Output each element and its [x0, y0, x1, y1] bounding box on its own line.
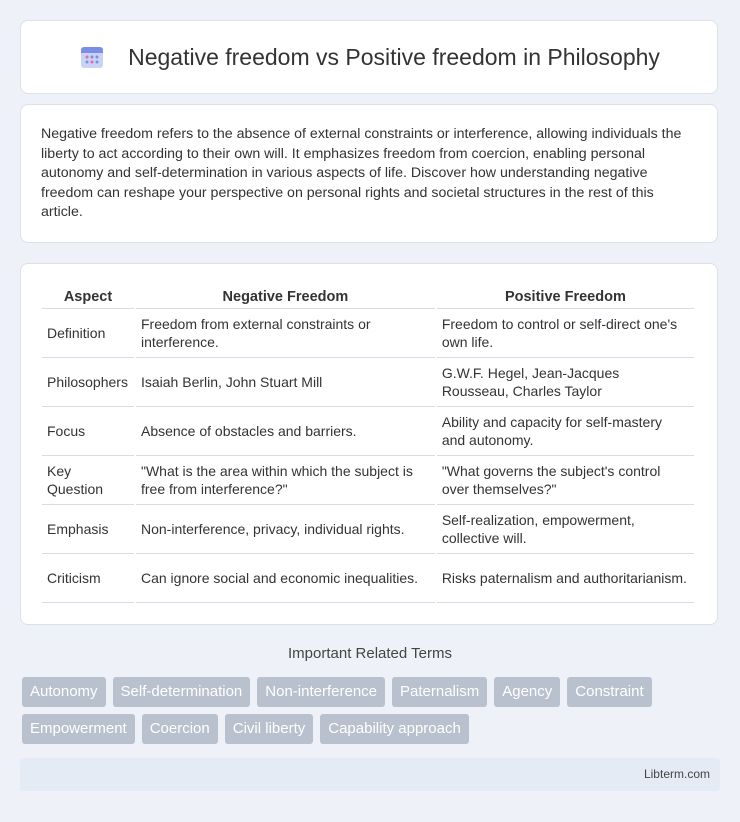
- table-row: [42, 407, 694, 456]
- tag-coercion[interactable]: Coercion: [142, 714, 218, 744]
- tag-civil-liberty[interactable]: Civil liberty: [225, 714, 314, 744]
- table-row: [42, 554, 694, 603]
- page-title: Negative freedom vs Positive freedom in Philosophy: [128, 43, 660, 70]
- cell-positive: Ability and capacity for self-mastery and autonomy.: [437, 407, 694, 456]
- cell-positive: Freedom to control or self-direct one's own life.: [437, 309, 694, 358]
- intro-text: Negative freedom refers to the absence of external constraints or interference, allowing individuals the liberty to act according to their own will. It emphasizes freedom from coercion, enabling personal autonomy and self-determination in various aspects of life. Discover how understanding negative freedom can reshape your perspective on personal rights and societal structures in the rest of this article.: [41, 126, 682, 221]
- calendar-grid-icon: [78, 43, 106, 71]
- tag-constraint[interactable]: Constraint: [567, 677, 651, 707]
- cell-aspect: Criticism: [42, 554, 134, 603]
- cell-aspect: Emphasis: [42, 505, 134, 554]
- tag-self-determination[interactable]: Self-determination: [113, 677, 251, 707]
- title-card: [20, 20, 718, 94]
- cell-aspect: Focus: [42, 407, 134, 456]
- tag-autonomy[interactable]: Autonomy: [22, 677, 106, 707]
- cell-negative: Freedom from external constraints or interference.: [136, 309, 435, 358]
- table-row: [42, 505, 694, 554]
- cell-positive: G.W.F. Hegel, Jean-Jacques Rousseau, Charles Taylor: [437, 358, 694, 407]
- table-header-row: [42, 284, 694, 309]
- related-terms-list: [22, 677, 722, 744]
- cell-positive: Self-realization, empowerment, collective will.: [437, 505, 694, 554]
- cell-negative: Can ignore social and economic inequalities.: [136, 554, 435, 603]
- cell-negative: Isaiah Berlin, John Stuart Mill: [136, 358, 435, 407]
- tag-paternalism[interactable]: Paternalism: [392, 677, 487, 707]
- tag-capability-approach[interactable]: Capability approach: [320, 714, 469, 744]
- cell-negative: Absence of obstacles and barriers.: [136, 407, 435, 456]
- intro-card: [20, 104, 718, 243]
- tag-non-interference[interactable]: Non-interference: [257, 677, 385, 707]
- table-row: [42, 456, 694, 505]
- comparison-table: [40, 284, 696, 603]
- tag-empowerment[interactable]: Empowerment: [22, 714, 135, 744]
- cell-aspect: Definition: [42, 309, 134, 358]
- header-negative: Negative Freedom: [136, 284, 435, 309]
- tag-agency[interactable]: Agency: [494, 677, 560, 707]
- cell-positive: "What governs the subject's control over themselves?": [437, 456, 694, 505]
- header-positive: Positive Freedom: [437, 284, 694, 309]
- cell-negative: "What is the area within which the subject is free from interference?": [136, 456, 435, 505]
- cell-aspect: Key Question: [42, 456, 134, 505]
- cell-aspect: Philosophers: [42, 358, 134, 407]
- related-terms-title: Important Related Terms: [288, 645, 452, 662]
- table-row: [42, 358, 694, 407]
- footer-site-link[interactable]: Libterm.com: [643, 767, 710, 781]
- cell-positive: Risks paternalism and authoritarianism.: [437, 554, 694, 603]
- footer: [20, 758, 720, 791]
- table-row: [42, 309, 694, 358]
- comparison-card: [20, 263, 718, 625]
- header-aspect: Aspect: [42, 284, 134, 309]
- cell-negative: Non-interference, privacy, individual rights.: [136, 505, 435, 554]
